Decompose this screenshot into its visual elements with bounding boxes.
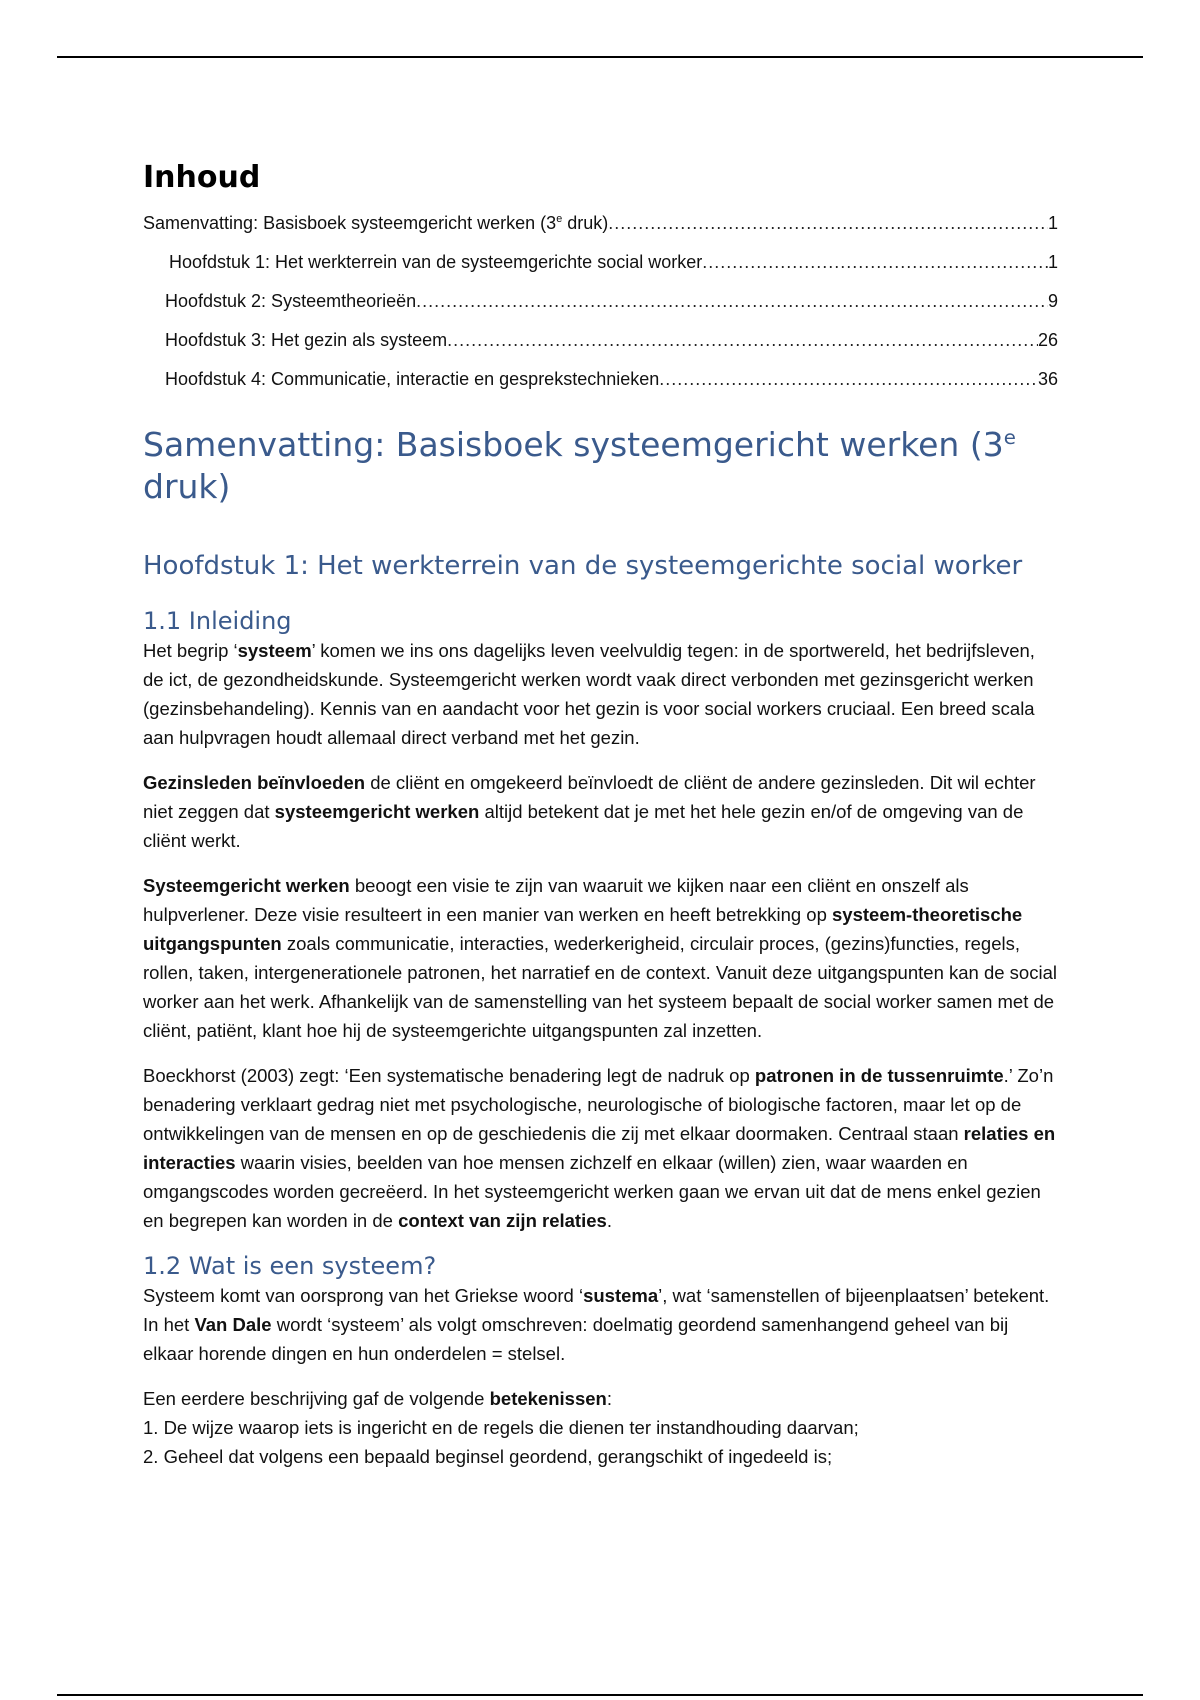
toc-entry[interactable] bbox=[143, 207, 1058, 246]
paragraph: Boeckhorst (2003) zegt: ‘Een systematische benadering legt de nadruk op patronen in de tussenruimte.’ Zo’n benadering verklaart gedrag niet met psychologische, neurologische of biologische factoren, maar let op de ontwikkelingen van de mensen en op de geschiedenis die zij met elkaar doormaken. Centraal staan relaties en interacties waarin visies, beelden van hoe mensen zichzelf en elkaar (willen) zien, waar waarden en omgangscodes worden gecreëerd. In het systeemgericht werken gaan we ervan uit dat de mens enkel gezien en begrepen kan worden in de context van zijn relaties. bbox=[143, 1065, 1056, 1231]
toc-entry-label: Hoofdstuk 4: Communicatie, interactie en gesprekstechnieken bbox=[165, 369, 660, 389]
toc-leader bbox=[447, 330, 1038, 350]
bold-term: systeem-theoretische uitgangspunten bbox=[143, 904, 1023, 954]
toc-entry-label: Samenvatting: Basisboek systeemgericht werken (3e druk) bbox=[143, 213, 609, 233]
list-item: 2. Geheel dat volgens een bepaald beginsel geordend, gerangschikt of ingedeeld is; bbox=[143, 1446, 833, 1467]
list-item: 1. De wijze waarop iets is ingericht en de regels die dienen ter instandhouding daarvan; bbox=[143, 1417, 859, 1438]
bold-term: Gezinsleden beïnvloeden bbox=[143, 772, 366, 793]
toc-page-number: 1 bbox=[1047, 213, 1058, 233]
bold-term: Van Dale bbox=[194, 1314, 272, 1335]
bold-term: context van zijn relaties bbox=[398, 1210, 607, 1231]
toc-entry[interactable] bbox=[143, 324, 1058, 363]
toc-leader bbox=[608, 213, 1048, 233]
toc-leader bbox=[416, 291, 1048, 311]
bold-term: patronen in de tussenruimte bbox=[754, 1065, 1004, 1086]
toc-entry[interactable] bbox=[143, 246, 1058, 285]
toc-leader bbox=[702, 252, 1048, 272]
paragraph: Het begrip ‘systeem’ komen we ins ons dagelijks leven veelvuldig tegen: in de sportwereld, het bedrijfsleven, de ict, de gezondheidskunde. Systeemgericht werken wordt vaak direct verbonden met gezinsgericht werken (gezinsbehandeling). Kennis van en aandacht voor het gezin is voor social workers cruciaal. Een breed scala aan hulpvragen houdt allemaal direct verband met het gezin. bbox=[143, 640, 1035, 748]
footer-rule bbox=[57, 1694, 1143, 1696]
toc-page-number: 9 bbox=[1047, 291, 1058, 311]
bold-term: Systeemgericht werken bbox=[143, 875, 350, 896]
bold-term: sustema bbox=[583, 1285, 659, 1306]
toc-page-number: 26 bbox=[1037, 330, 1058, 350]
toc-leader bbox=[659, 369, 1038, 389]
toc-entry-label: Hoofdstuk 3: Het gezin als systeem bbox=[165, 330, 448, 350]
toc-entry[interactable] bbox=[143, 363, 1058, 402]
toc-page-number: 1 bbox=[1047, 252, 1058, 272]
toc-title: Inhoud bbox=[143, 160, 261, 195]
paragraph: Systeem komt van oorsprong van het Griekse woord ‘sustema’, wat ‘samenstellen of bijeenplaatsen’ betekent. In het Van Dale wordt ‘systeem’ als volgt omschreven: doelmatig geordend samenhangend geheel van bij elkaar horende dingen en hun onderdelen = stelsel. bbox=[143, 1285, 1050, 1364]
section-heading: 1.1 Inleiding bbox=[143, 607, 292, 635]
document-page bbox=[143, 160, 1058, 1471]
section-heading: 1.2 Wat is een systeem? bbox=[143, 1252, 437, 1280]
toc-page-number: 36 bbox=[1037, 369, 1058, 389]
paragraph: Een eerdere beschrijving gaf de volgende betekenissen: bbox=[143, 1388, 612, 1409]
table-of-contents bbox=[143, 207, 1058, 402]
bold-term: betekenissen bbox=[489, 1388, 607, 1409]
toc-entry[interactable] bbox=[143, 285, 1058, 324]
chapter-heading: Hoofdstuk 1: Het werkterrein van de systeemgerichte social worker bbox=[143, 551, 1023, 581]
bold-term: systeemgericht werken bbox=[274, 801, 480, 822]
toc-entry-label: Hoofdstuk 2: Systeemtheorieën bbox=[165, 291, 417, 311]
paragraph: Gezinsleden beïnvloeden de cliënt en omgekeerd beïnvloedt de cliënt de andere gezinsleden. Dit wil echter niet zeggen dat systeemgericht werken altijd betekent dat je met het hele gezin en/of de omgeving van de cliënt werkt. bbox=[143, 772, 1036, 851]
bold-term: relaties en interacties bbox=[143, 1123, 1056, 1173]
toc-entry-label: Hoofdstuk 1: Het werkterrein van de systeemgerichte social worker bbox=[169, 252, 703, 272]
bold-term: systeem bbox=[237, 640, 312, 661]
header-rule bbox=[57, 56, 1143, 58]
paragraph: Systeemgericht werken beoogt een visie te zijn van waaruit we kijken naar een cliënt en onszelf als hulpverlener. Deze visie resulteert in een manier van werken en heeft betrekking op systeem-theoretische uitgangspunten zoals communicatie, interacties, wederkerigheid, circulair proces, (gezins)functies, regels, rollen, taken, intergenerationele patronen, het narratief en de context. Vanuit deze uitgangspunten kan de social worker aan het werk. Afhankelijk van de samenstelling van het systeem bepaalt de social worker samen met de cliënt, patiënt, klant hoe hij de systeemgerichte uitgangspunten zal inzetten. bbox=[143, 875, 1057, 1041]
document-title: Samenvatting: Basisboek systeemgericht werken (3e druk) bbox=[143, 425, 1016, 506]
